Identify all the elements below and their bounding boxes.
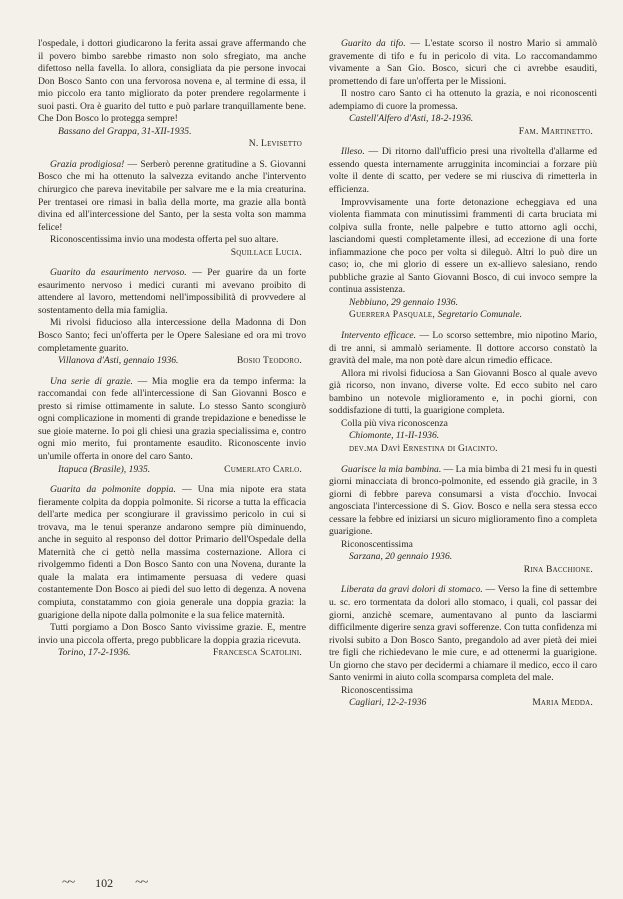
entry-dolori-di-stomaco (329, 584, 597, 684)
entry-title: Una serie di grazie. (50, 375, 133, 387)
signature-place: Bassano del Grappa, 31-XII-1935. (58, 125, 192, 137)
left-column (38, 38, 306, 660)
signature-name: Maria Medda. (532, 697, 593, 709)
entry-text-continued: Improvvisamente una forte detonazione echeggiava ed una violenta fiammata con minutissimi frammenti di carta bruciata mi colpiva sulla fronte, nelle palpebre e tutto attorno agli occhi, lasciandomi questi completamente illesi, ad eccezione di una forte infiammazione che poco per volta si dileguò. Altri lo può dire un caso; io, che mi glorio di essere un ex-allievo salesiano, rendo pubbliche grazie al Santo Giovanni Bosco, di cui invoco sempre la continua assistenza. (329, 196, 597, 296)
entry-title: Guarito da esaurimento nervoso. (50, 267, 187, 279)
signature-name: Cumerlato Carlo. (224, 463, 302, 475)
signature-place: Villanova d'Asti, gennaio 1936. (58, 355, 179, 367)
signature-place: Sarzana, 20 gennaio 1936. (349, 551, 453, 563)
signature-place: Castell'Alfero d'Asti, 18-2-1936. (349, 113, 474, 125)
continued-paragraph: l'ospedale, i dottori giudicarono la ferita assai grave affermando che il povero bimbo sarebbe rimasto non solo sfregiato, ma anche difettoso nella favella. Io allora, consigliata da pie persone invocai Don Bosco Santo con una fervorosa novena e, al termine di essa, il mio piccolo era tanto migliorato da poter prendere regolarmente i suoi pasti. Ora è guarito del tutto e può parlare tranquillamente bene. Che Don Bosco lo protegga sempre! (38, 38, 306, 125)
entry-closing: Riconoscentissima (341, 684, 413, 696)
signature-place: Torino, 17-2-1936. (58, 647, 131, 659)
signature-place: Nebbiuno, 29 gennaio 1936. (349, 296, 458, 308)
entry-text-continued: Il nostro caro Santo ci ha ottenuto la grazia, e noi riconoscenti adempiamo di cuore la promessa. (329, 88, 597, 112)
entry-illeso (329, 146, 597, 196)
signature-place: Itapuca (Brasile), 1935. (58, 463, 151, 475)
signature-name: Fam. Martinetto. (518, 125, 593, 137)
footer-ornament-right: ~~ (135, 875, 147, 890)
signature-place: Chiomonte, 11-II-1936. (349, 430, 440, 442)
entry-text: — La mia bimba di 21 mesi fu in questi giorni minacciata di bronco-polmonite, ed essendo già gracile, in 3 giorni di febbre pareva consumarsi a vista d'occhio. Invocai angosciata l'intercessione di S. Giov. Bosco e nella sera stessa ecco cessare la febbre ed iniziarsi un sicuro miglioramento fino a completa guarigione. (329, 463, 598, 538)
entry-text: — Di ritorno dall'ufficio presi una rivoltella d'allarme ed essendo questa internamente arrugginita incominciai a forzare più volte il dente di scatto, per vedere se mi riusciva di rimetterla in efficienza. (329, 146, 597, 196)
entry-text: — Per guarire da un forte esaurimento nervoso i medici curanti mi avevano proibito di attendere al lavoro, mettendomi nell'impossibilità di provvedere al sostentamento della mia famiglia. (38, 267, 306, 316)
entry-closing: Riconoscentissima (341, 538, 413, 550)
entry-title: Intervento efficace. (341, 330, 417, 342)
signature-place: Cagliari, 12-2-1936 (349, 697, 427, 709)
signature-name: N. Levisetto (248, 138, 302, 150)
entry-guarisce-bambina (329, 464, 597, 539)
signature-name: Francesca Scatolini. (213, 647, 302, 659)
entry-title: Guarisce la mia bambina. (341, 463, 442, 475)
entry-text: — Lo scorso settembre, mio nipotino Mario, di tre anni, si ammalò seriamente. Il dottore accorso constatò la gravità del male, ma non potè dare alcun rimedio efficace. (329, 330, 597, 367)
signature-line (38, 647, 306, 660)
footer-ornament-left: ~~ (62, 875, 74, 890)
signature-role: Segretario Comunale. (437, 309, 522, 321)
signature-name: Rina Bacchione. (523, 563, 593, 575)
entry-text: — Serberò perenne gratitudine a S. Giovanni Bosco che mi ha ottenuto la salvezza evitando anche l'intervento chirurgico che pareva inevitabile per salvare me e la mia creaturina. Per trentasei ore rimasi in balìa della morte, ma grazie alla bontà divina ed all'intercessione del Santo, per la sesta volta son mamma felice! (38, 158, 306, 233)
entry-text: — Una mia nipote era stata fieramente colpita da doppia polmonite. Si ricorse a tutta la efficacia dell'arte medica per scongiurare il gravissimo pericolo in cui si trovava, ma le tenui speranze andarono sempre più diminuendo, anche in seguito al responso del dottor Primario dell'Ospedale della Maternità che ci gettò nella massima costernazione. Allora ci rivolgemmo fidenti a Don Bosco Santo con una Novena, durante la quale la malata era intimamente persuasa di vedere quasi costantemente Don Bosco ai piedi del suo letto di degenza. A novena compiuta, constatammo con gioia generale una doppia grazia: la guarigione della nipote dalla polmonite e la sua felice maternità. (38, 484, 306, 621)
signature-name: Bosio Teodoro. (236, 355, 302, 367)
page-number: 102 (95, 875, 114, 890)
entry-text-continued: Riconoscentissima invio una modesta offerta pel suo altare. (50, 234, 279, 246)
entry-text-continued: Tutti porgiamo a Don Bosco Santo vivissime grazie. E, mentre invio una piccola offerta, prego pubblicare la doppia grazia ricevuta. (38, 622, 306, 646)
entry-text-continued: Mi rivolsi fiducioso alla intercessione della Madonna di Don Bosco Santo; feci un'offerta per le Opere Salesiane ed ora mi trovo completamente guarito. (38, 317, 306, 354)
entry-title: Liberata da gravi dolori di stomaco. (341, 584, 483, 596)
entry-text: — Verso la fine di settembre u. sc. ero tormentata da dolori allo stomaco, i quali, col passar dei giorni, anzichè scemare, aumentavano al punto da lasciarmi difficilmente digerire senza gravi sofferenze. Con tutta confidenza mi rivolsi subito a Don Bosco Santo, pregandolo ad aver pietà dei miei tre figli che richiedevano le mie cure, e ad ottenermi la guarigione. Un giorno che stavo per decidermi a chiamare il medico, ecco il caro Santo venirmi in aiuto colla scomparsa completa del male. (329, 584, 597, 684)
signature-line (38, 355, 306, 368)
signature-line (329, 697, 597, 710)
signature-name-line (329, 443, 597, 456)
entry-esaurimento-nervoso (38, 267, 306, 317)
entry-text: — L'estate scorso il nostro Mario si ammalò gravemente di tifo e fu in pericolo di vita. Lo raccomandammo vivamente a San Gio. Bosco, sicuri che ci avrebbe esauditi, promettendo di fare un'offerta per le Missioni. (329, 38, 597, 87)
entry-serie-di-grazie (38, 376, 306, 464)
entry-title: Guarito da tifo. (341, 38, 406, 49)
entry-text: — Mia moglie era da tempo inferma: la raccomandai con fede all'intercessione di San Giovanni Bosco e presto si rimise ottimamente in salute. Lo stesso Santo scongiurò ogni complicazione in momenti di grande trepidazione e benedisse le sue gioie materne. Io poi gli chiesi una grazia specialissima e, contro ogni mio merito, fui prontamente esaudito. Riconoscente invio un'umile offerta in onore del caro Santo. (38, 375, 307, 462)
entry-closing: Colla più viva riconoscenza (341, 417, 448, 429)
entry-polmonite-doppia (38, 484, 306, 622)
signature-name: Squillace Lucia. (230, 246, 302, 258)
signature-name-line (329, 309, 597, 322)
signature-name: dev.ma Davì Ernestina di Giacinto. (349, 442, 498, 454)
right-column (329, 38, 597, 710)
entry-grazia-prodigiosa (38, 159, 306, 234)
entry-title: Guarita da polmonite doppia. (50, 484, 176, 496)
signature-name: Guerrera Pasquale, (349, 309, 438, 321)
entry-guarito-da-tifo (329, 38, 597, 88)
entry-title: Illeso. (341, 146, 365, 158)
page-footer (62, 875, 146, 891)
signature-line (38, 464, 306, 477)
entry-intervento-efficace (329, 330, 597, 368)
entry-title: Grazia prodigiosa! (50, 158, 125, 170)
entry-text-continued: Allora mi rivolsi fiduciosa a San Giovanni Bosco al quale avevo già ricorso, non invano, diverse volte. Ed ecco subito nel caro bambino un notevole miglioramento e, in pochi giorni, con soddisfazione di tutti, la guarigione completa. (329, 367, 597, 417)
